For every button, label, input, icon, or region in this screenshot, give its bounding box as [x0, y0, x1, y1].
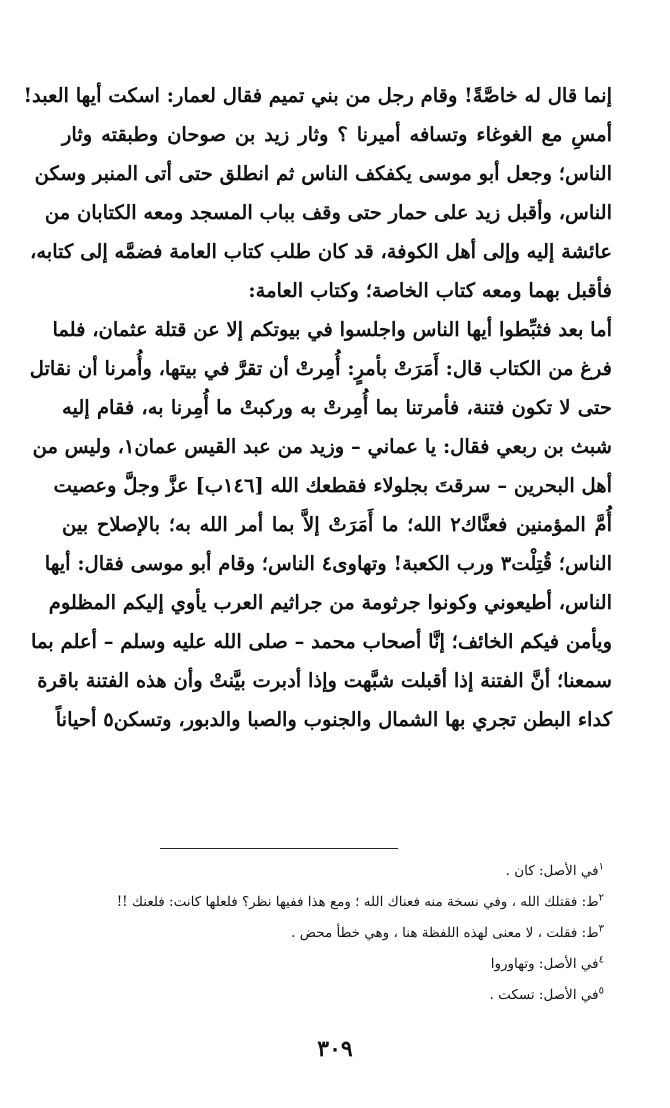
footnote-2: [116, 887, 604, 918]
text-line: عائشة إليه وإلى أهل الكوفة، قد كان طلب كتاب العامة فضمَّه إلى كتابه،: [30, 240, 612, 263]
footnote-text: ط: فقلت ، لا معنى لهذه اللفظة هنا ، وهي خطأ محض .: [291, 925, 599, 941]
footnote-5: [120, 980, 604, 1011]
footnote-4: [120, 949, 604, 980]
footnote-1: [120, 856, 604, 887]
footnote-marker: ٢: [598, 892, 604, 904]
text-line: أمسِ مع الغوغاء وتسافه أميرنا ؟ وثار زيد بن صوحان وطبقته وثار: [62, 123, 612, 146]
main-text: [23, 76, 612, 739]
text-line: الناس، وأقبل زيد على حمار حتى وقف بباب المسجد ومعه الكتابان من: [44, 201, 612, 224]
footnotes: [116, 856, 604, 1011]
footnote-text: في الأصل: وتهاوروا: [490, 956, 599, 972]
text-line: إنما قال له خاصَّةً! وقام رجل من بني تميم فقال لعمار: اسكت أيها العبد!: [23, 84, 612, 107]
footnote-marker: ٣: [598, 923, 604, 935]
text-line: الناس؛ قُتِلْت٣ ورب الكعبة! وتهاوى٤ الناس؛ وقام أبو موسى فقال: أيها: [44, 552, 612, 575]
text-line: الناس؛ وجعل أبو موسى يكفكف الناس ثم انطلق حتى أتى المنبر وسكن: [34, 162, 612, 185]
text-line: كداء البطن تجري بها الشمال والجنوب والصبا والدبور، وتسكن٥ أحياناً: [55, 708, 612, 731]
page-number: ٣٠٩: [317, 1036, 353, 1062]
footnote-text: في الأصل: تسكت .: [489, 987, 599, 1003]
footnote-3: [120, 918, 604, 949]
text-line: شبث بن ربعي فقال: يا عماني – وزيد من عبد القيس عمان١، وليس من: [32, 435, 612, 458]
footnote-marker: ٤: [598, 954, 604, 966]
text-line: فأقبل بهما ومعه كتاب الخاصة؛ وكتاب العامة:: [248, 279, 612, 302]
text-line: ويأمن فيكم الخائف؛ إنَّا أصحاب محمد – صلى الله عليه وسلم – أعلم بما: [31, 630, 612, 653]
text-line: حتى لا تكون فتنة، فأمرتنا بما أُمِرتْ به وركبتْ ما أُمِرنا به، فقام إليه: [62, 396, 612, 419]
footnote-marker: ١: [598, 861, 604, 873]
footnote-divider: [160, 848, 398, 849]
text-line: أُمَّ المؤمنين فعنَّاك٢ الله؛ ما أَمَرَتْ إلاَّ بما أمر الله به؛ بالإصلاح بين: [62, 513, 612, 536]
footnote-text: في الأصل: كان .: [505, 863, 599, 879]
footnote-text: ط: فقتلك الله ، وفي نسخة منه فعناك الله ؛ ومع هذا ففيها نظر؟ فلعلها كانت: فلعنك !!: [116, 894, 599, 910]
footnote-marker: ٥: [598, 985, 604, 997]
text-line: أما بعد فثبِّطوا أيها الناس واجلسوا في بيوتكم إلا عن قتلة عثمان، فلما: [52, 318, 612, 341]
text-line: سمعنا؛ أنَّ الفتنة إذا أقبلت شبَّهت وإذا أدبرت بيَّنتْ وأن هذه الفتنة باقرة: [37, 669, 612, 692]
text-line: أهل البحرين – سرقتَ بجلولاء فقطعك الله [١٤٦ب] عزَّ وجلَّ وعصيت: [53, 474, 612, 497]
text-line: فرغ من الكتاب قال: أَمَرَتْ بأمرٍ: أُمِرتْ أن تقرَّ في بيتها، وأُمرنا أن نقاتل: [29, 357, 612, 380]
text-line: الناس، أطيعوني وكونوا جرثومة من جراثيم العرب يأوي إليكم المظلوم: [48, 591, 612, 614]
